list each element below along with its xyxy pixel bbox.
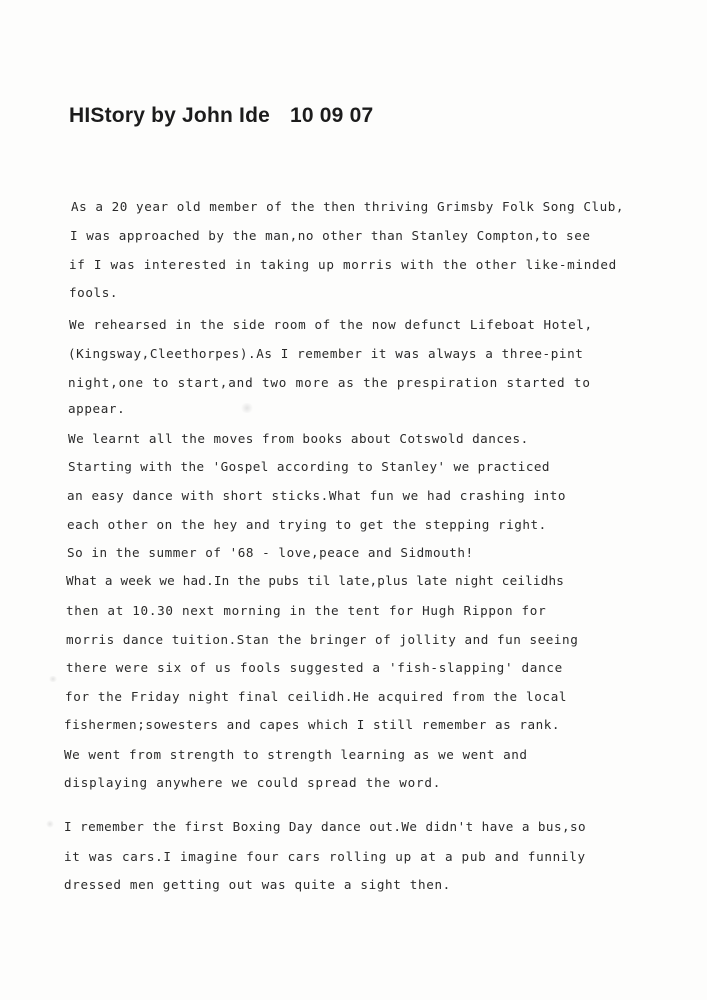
text-line: Starting with the 'Gospel according to Stanley' we practiced bbox=[68, 459, 550, 474]
paper-smudge bbox=[240, 403, 254, 413]
text-line: dressed men getting out was quite a sight then. bbox=[64, 877, 451, 892]
text-line: We learnt all the moves from books about Cotswold dances. bbox=[68, 431, 529, 446]
paper-smudge bbox=[48, 676, 58, 682]
text-line: I was approached by the man,no other than Stanley Compton,to see bbox=[70, 228, 591, 243]
document-title bbox=[69, 104, 373, 128]
text-line: (Kingsway,Cleethorpes).As I remember it was always a three-pint bbox=[68, 346, 584, 361]
text-line: fools. bbox=[69, 285, 119, 300]
text-line: each other on the hey and trying to get the stepping right. bbox=[67, 517, 547, 532]
text-line: I remember the first Boxing Day dance out.We didn't have a bus,so bbox=[64, 819, 587, 834]
text-line: an easy dance with short sticks.What fun we had crashing into bbox=[67, 488, 567, 503]
text-line: for the Friday night final ceilidh.He acquired from the local bbox=[65, 689, 568, 704]
text-line: fishermen;sowesters and capes which I still remember as rank. bbox=[64, 717, 561, 732]
text-line: As a 20 year old member of the then thriving Grimsby Folk Song Club, bbox=[71, 199, 624, 214]
text-line: appear. bbox=[68, 401, 126, 416]
title-date: 10 09 07 bbox=[290, 104, 374, 127]
text-line: if I was interested in taking up morris with the other like-minded bbox=[69, 257, 617, 272]
text-line: displaying anywhere we could spread the word. bbox=[64, 775, 442, 790]
text-line: then at 10.30 next morning in the tent for Hugh Rippon for bbox=[66, 603, 547, 618]
text-line: night,one to start,and two more as the prespiration started to bbox=[68, 375, 591, 390]
text-line: We went from strength to strength learning as we went and bbox=[64, 747, 528, 762]
text-line: What a week we had.In the pubs til late,plus late night ceilidhs bbox=[66, 573, 565, 588]
text-line: We rehearsed in the side room of the now defunct Lifeboat Hotel, bbox=[69, 317, 593, 332]
text-line: So in the summer of '68 - love,peace and Sidmouth! bbox=[67, 545, 474, 560]
text-line: there were six of us fools suggested a 'fish-slapping' dance bbox=[66, 660, 563, 675]
text-line: morris dance tuition.Stan the bringer of jollity and fun seeing bbox=[66, 632, 579, 647]
text-line: it was cars.I imagine four cars rolling up at a pub and funnily bbox=[64, 849, 586, 864]
title-text: HIStory by John Ide bbox=[69, 104, 270, 127]
paper-smudge bbox=[46, 820, 54, 828]
